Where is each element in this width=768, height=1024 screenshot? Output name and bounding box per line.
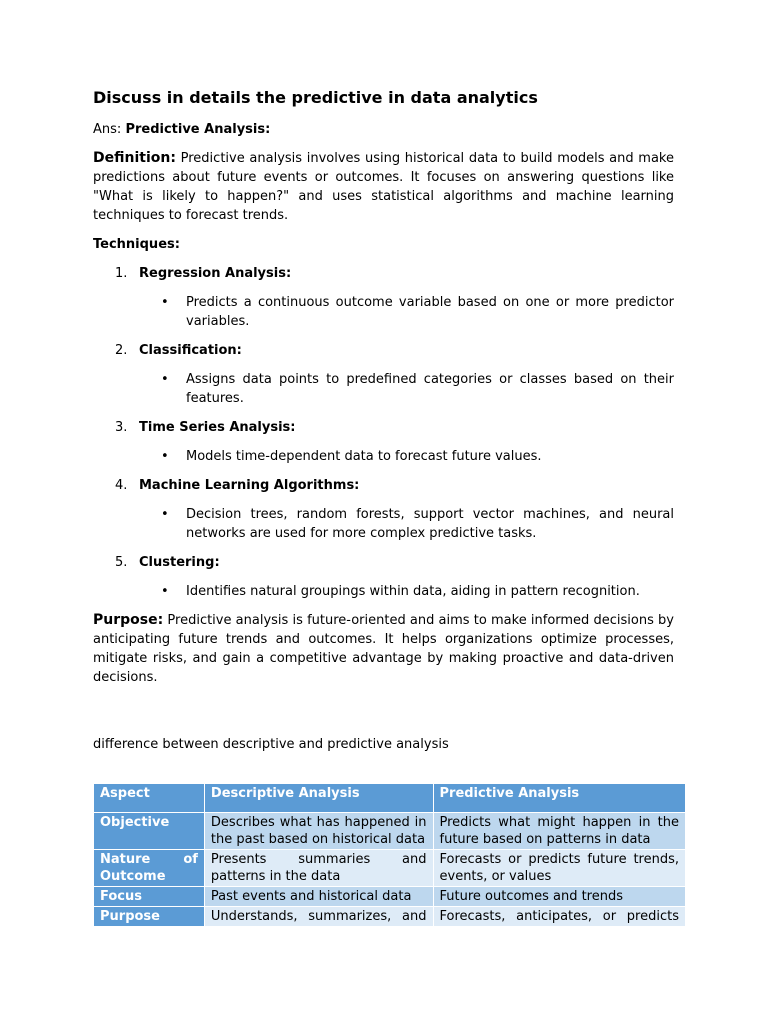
- table-cell: Past events and historical data: [204, 887, 433, 907]
- table-header-row: [94, 784, 686, 813]
- table-cell: Forecasts, anticipates, or predicts: [433, 907, 686, 927]
- technique-item: [93, 418, 674, 466]
- table-header-cell: Descriptive Analysis: [204, 784, 433, 813]
- techniques-label: Techniques:: [93, 237, 180, 252]
- purpose-label: Purpose:: [93, 612, 164, 628]
- bullet-item: [139, 582, 674, 601]
- technique-number: 5.: [115, 555, 128, 570]
- table-row-header: Focus: [94, 887, 205, 907]
- technique-bullets: [139, 582, 674, 601]
- comparison-table: [93, 783, 686, 927]
- table-row: [94, 887, 686, 907]
- table-cell: Future outcomes and trends: [433, 887, 686, 907]
- answer-heading: Predictive Analysis:: [125, 122, 271, 137]
- table-row: [94, 813, 686, 850]
- technique-item: [93, 341, 674, 408]
- technique-item: [93, 476, 674, 543]
- table-header-cell: Predictive Analysis: [433, 784, 686, 813]
- technique-bullets: [139, 370, 674, 408]
- answer-prefix: Ans:: [93, 122, 122, 137]
- table-cell: Describes what has happened in the past based on historical data: [204, 813, 433, 850]
- definition-text: Predictive analysis involves using historical data to build models and make predictions about future events or outcomes. It focuses on answering questions like "What is likely to happen?" and uses statistical algorithms and machine learning techniques to forecast trends.: [93, 151, 674, 223]
- technique-number: 1.: [115, 266, 128, 281]
- table-row: [94, 907, 686, 927]
- technique-item: [93, 553, 674, 601]
- purpose-paragraph: [93, 611, 674, 687]
- document-body: [93, 86, 674, 764]
- bullet-dot: •: [161, 372, 169, 387]
- blank-line: [93, 697, 674, 735]
- table-header-cell: Aspect: [94, 784, 205, 813]
- bullet-dot: •: [161, 584, 169, 599]
- bullet-dot: •: [161, 507, 169, 522]
- technique-number: 4.: [115, 478, 128, 493]
- answer-line: [93, 120, 674, 139]
- table-row-header: Objective: [94, 813, 205, 850]
- bullet-item: [139, 293, 674, 331]
- difference-heading: difference between descriptive and predictive analysis: [93, 737, 449, 752]
- bullet-item: [139, 447, 674, 466]
- bullet-item: [139, 370, 674, 408]
- table-row-header: Purpose: [94, 907, 205, 927]
- bullet-text: Predicts a continuous outcome variable based on one or more predictor variables.: [186, 295, 674, 329]
- technique-number: 3.: [115, 420, 128, 435]
- technique-title: Classification:: [139, 343, 242, 358]
- technique-bullets: [139, 447, 674, 466]
- bullet-text: Identifies natural groupings within data, aiding in pattern recognition.: [186, 584, 640, 599]
- bullet-dot: •: [161, 295, 169, 310]
- table-cell: Presents summaries and patterns in the data: [204, 850, 433, 887]
- bullet-dot: •: [161, 449, 169, 464]
- technique-title: Time Series Analysis:: [139, 420, 296, 435]
- technique-title: Machine Learning Algorithms:: [139, 478, 360, 493]
- table-cell: Understands, summarizes, and: [204, 907, 433, 927]
- bullet-text: Models time-dependent data to forecast future values.: [186, 449, 542, 464]
- bullet-text: Assigns data points to predefined categories or classes based on their features.: [186, 372, 674, 406]
- table-cell: Predicts what might happen in the future based on patterns in data: [433, 813, 686, 850]
- purpose-text: Predictive analysis is future-oriented and aims to make informed decisions by anticipating future trends and outcomes. It helps organizations optimize processes, mitigate risks, and gain a competitive advantage by making proactive and data-driven decisions.: [93, 613, 674, 685]
- definition-paragraph: [93, 149, 674, 225]
- technique-item: [93, 264, 674, 331]
- table-row-header: Nature of Outcome: [94, 850, 205, 887]
- techniques-list: [93, 264, 674, 601]
- technique-bullets: [139, 505, 674, 543]
- table-row: [94, 850, 686, 887]
- technique-bullets: [139, 293, 674, 331]
- definition-label: Definition:: [93, 150, 176, 166]
- technique-number: 2.: [115, 343, 128, 358]
- technique-title: Regression Analysis:: [139, 266, 292, 281]
- page-title: Discuss in details the predictive in data analytics: [93, 88, 538, 107]
- table-cell: Forecasts or predicts future trends, events, or values: [433, 850, 686, 887]
- technique-title: Clustering:: [139, 555, 220, 570]
- bullet-text: Decision trees, random forests, support vector machines, and neural networks are used for more complex predictive tasks.: [186, 507, 674, 541]
- bullet-item: [139, 505, 674, 543]
